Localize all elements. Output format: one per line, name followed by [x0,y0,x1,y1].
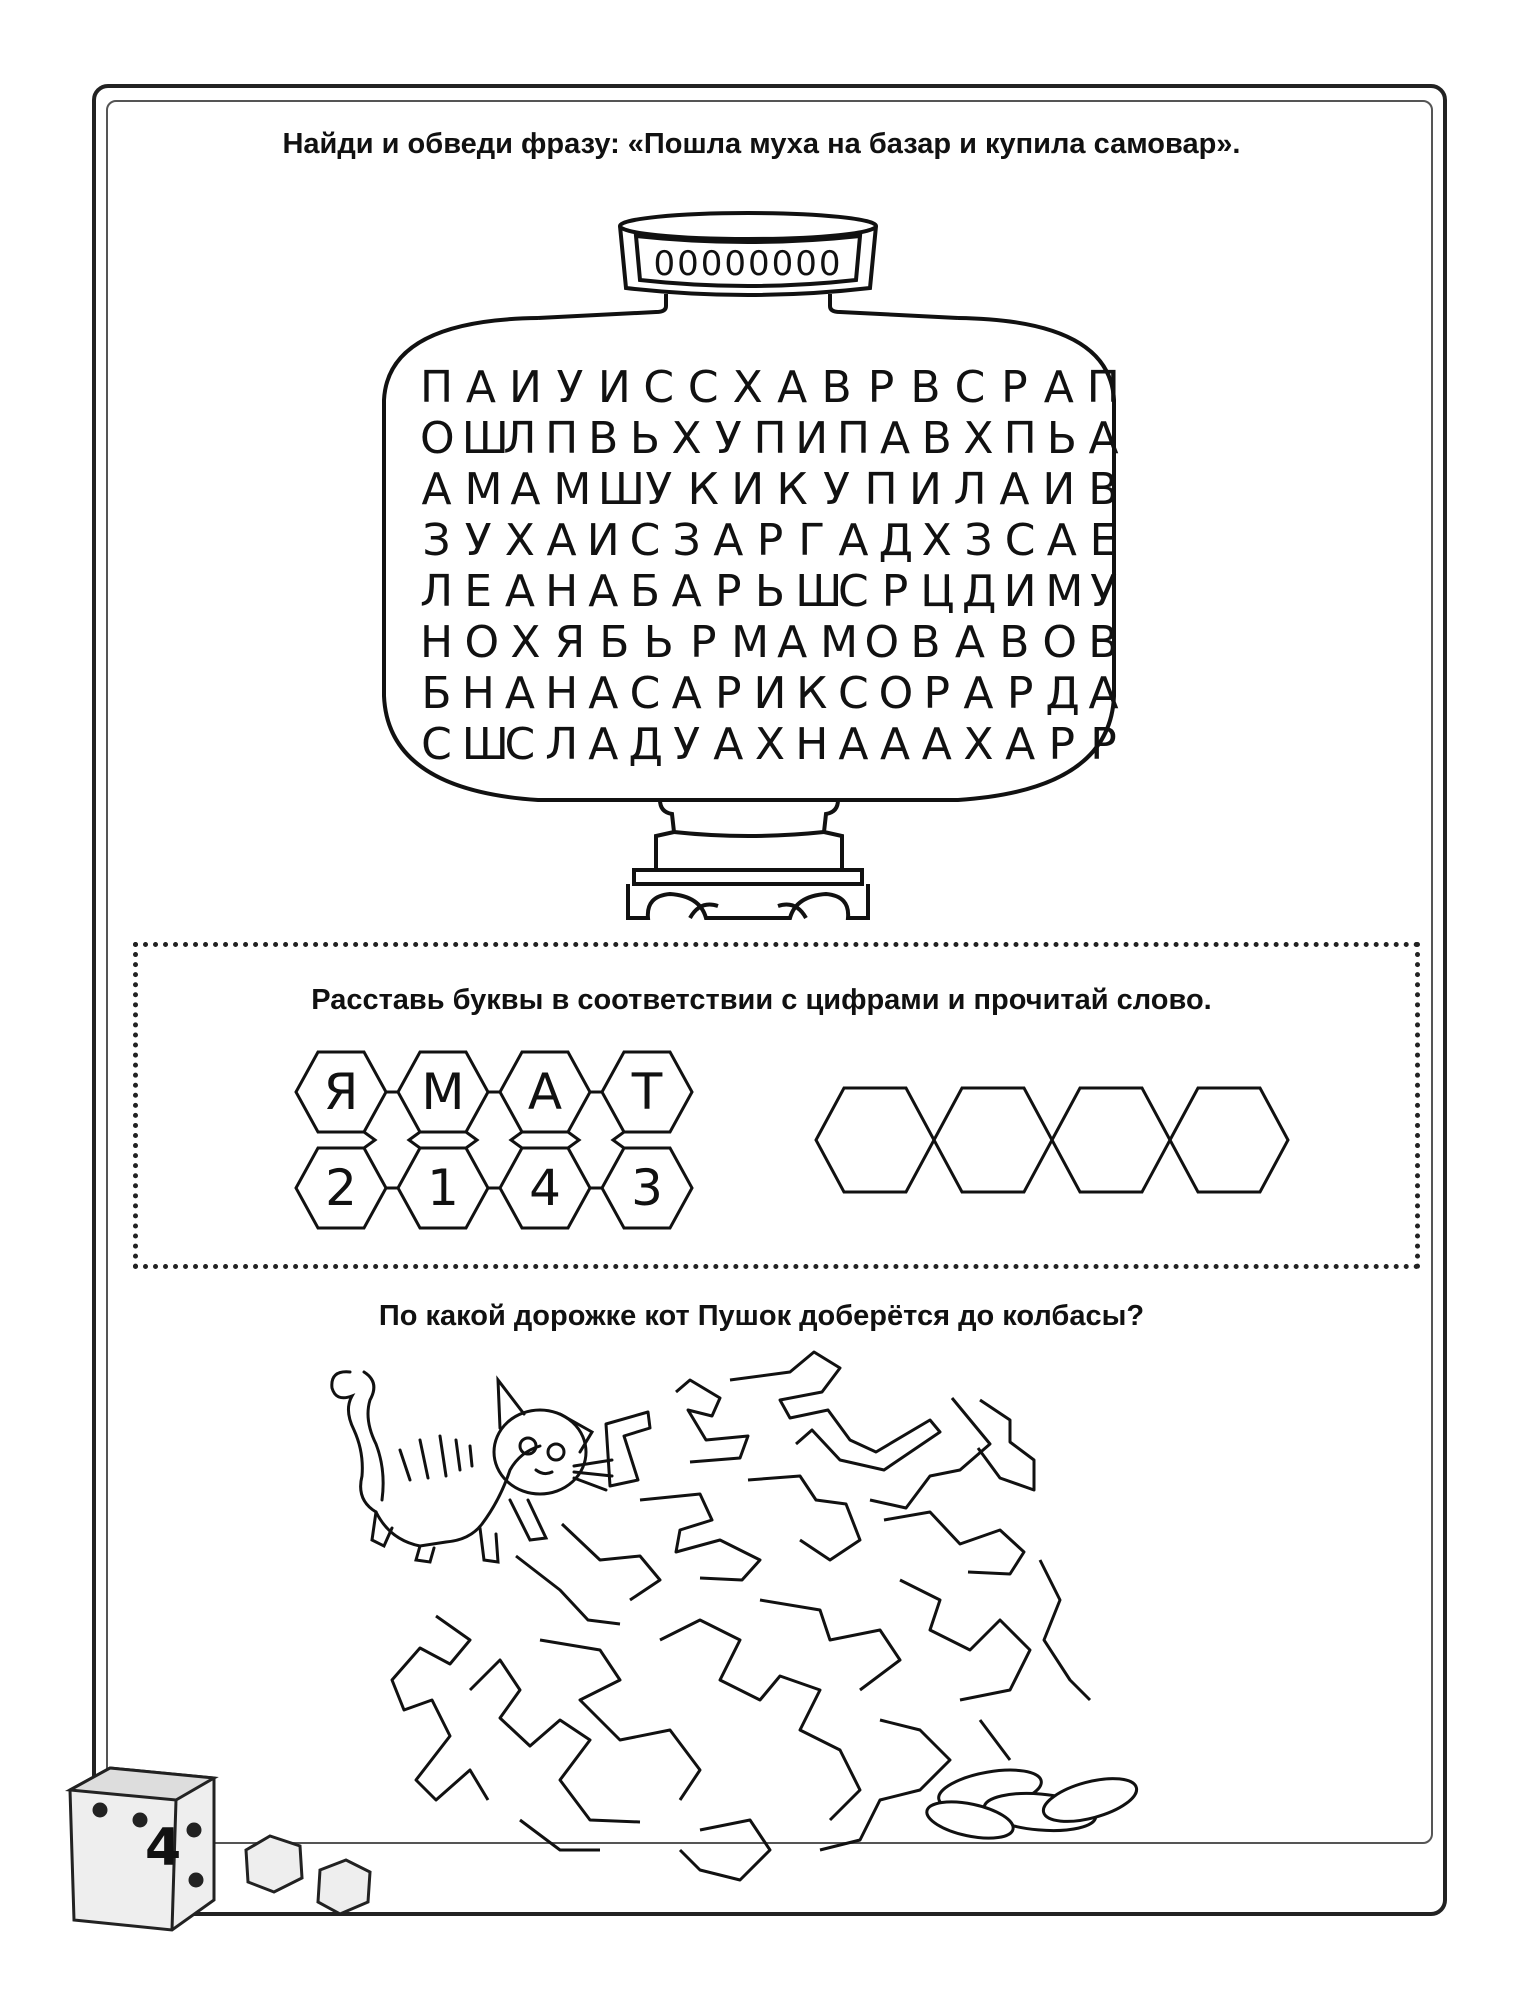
grid-letter[interactable]: А [838,514,869,566]
grid-letter[interactable]: П [836,412,870,464]
grid-letter[interactable]: М [820,616,859,668]
grid-letter[interactable]: Н [795,718,829,770]
grid-letter[interactable]: Р [715,667,742,719]
grid-letter[interactable]: Г [798,514,826,566]
grid-letter[interactable]: А [777,361,808,413]
grid-letter[interactable]: У [464,514,492,566]
grid-letter[interactable]: У [714,412,742,464]
grid-letter[interactable]: В [921,412,952,464]
grid-letter[interactable]: М [1045,565,1084,617]
grid-letter[interactable]: А [1046,514,1077,566]
grid-letter[interactable]: В [1088,463,1119,515]
grid-letter[interactable]: Р [881,565,909,617]
grid-letter[interactable]: С [838,565,869,617]
grid-letter[interactable]: Д [878,514,913,566]
grid-letter[interactable]: О [420,412,455,464]
grid-letter[interactable]: П [1003,412,1037,464]
grid-letter[interactable]: И [1042,463,1076,515]
grid-letter[interactable]: У [556,361,584,413]
grid-letter[interactable]: П [864,463,898,515]
grid-letter[interactable]: Е [1089,514,1118,566]
grid-letter[interactable]: У [1090,565,1117,617]
grid-letter[interactable]: М [731,616,770,668]
number-4: 3 [631,1159,663,1217]
grid-letter[interactable]: А [465,361,496,413]
grid-letter[interactable]: В [821,361,852,413]
grid-letter[interactable]: Х [921,514,952,566]
grid-letter[interactable]: Р [1048,718,1076,770]
grid-letter[interactable]: А [880,412,911,464]
grid-letter[interactable]: С [687,361,719,413]
grid-letter[interactable]: Ь [643,616,674,668]
grid-letter[interactable]: Р [1006,667,1034,719]
grid-letter[interactable]: И [909,463,942,515]
grid-letter[interactable]: К [796,667,828,719]
grid-letter[interactable]: Р [715,565,742,617]
grid-letter[interactable]: Ь [1046,412,1077,464]
number-1: 2 [325,1159,357,1217]
grid-letter[interactable]: В [910,616,941,668]
grid-letter[interactable]: Н [420,616,454,668]
grid-letter[interactable]: Н [461,667,495,719]
grid-letter[interactable]: Х [754,718,786,770]
grid-letter[interactable]: Д [628,718,663,770]
grid-letter[interactable]: М [553,463,592,515]
sausage-illustration [924,1763,1141,1845]
grid-letter[interactable]: С [1004,514,1036,566]
grid-letter[interactable]: А [1005,718,1036,770]
grid-letter[interactable]: Ш [461,718,509,770]
grid-letter[interactable]: Л [420,565,454,617]
grid-letter[interactable]: И [1003,565,1037,617]
task2-instruction: Расставь буквы в соответствии с цифрами и прочитай слово. [311,984,1212,1016]
grid-letter[interactable]: И [795,412,829,464]
grid-letter[interactable]: И [597,361,631,413]
dice-illustration [70,1768,370,1930]
grid-letter[interactable]: С [504,718,536,770]
grid-letter[interactable]: Ц [920,565,955,617]
grid-letter[interactable]: Ш [597,463,645,515]
grid-letter[interactable]: Ш [795,565,843,617]
grid-letter[interactable]: С [954,361,986,413]
grid-letter[interactable]: С [421,718,452,770]
grid-letter[interactable]: У [673,718,701,770]
grid-letter[interactable]: Н [545,565,579,617]
grid-letter[interactable]: В [910,361,941,413]
grid-letter[interactable]: Д [1045,667,1080,719]
grid-letter[interactable]: А [421,463,452,515]
grid-letter[interactable]: А [713,514,744,566]
grid-letter[interactable]: А [671,565,702,617]
grid-letter[interactable]: Б [599,616,630,668]
grid-letter[interactable]: Б [629,565,661,617]
grid-letter[interactable]: Б [421,667,452,719]
grid-letter[interactable]: У [645,463,673,515]
letter-2: М [421,1063,465,1121]
grid-letter[interactable]: П [420,361,454,413]
grid-letter[interactable]: К [776,463,808,515]
grid-letter[interactable]: З [672,514,701,566]
grid-letter[interactable]: Р [689,616,717,668]
grid-letter[interactable]: Р [867,361,895,413]
grid-letter[interactable]: А [504,667,535,719]
grid-letter[interactable]: Х [671,412,702,464]
grid-letter[interactable]: Е [464,565,493,617]
grid-letter[interactable]: В [588,412,619,464]
grid-letter[interactable]: С [838,667,869,719]
grid-letter[interactable]: Л [545,718,579,770]
grid-letter[interactable]: О [878,667,914,719]
grid-letter[interactable]: А [588,718,619,770]
grid-letter[interactable]: П [545,412,579,464]
grid-letter[interactable]: А [671,667,702,719]
grid-letter[interactable]: А [588,565,619,617]
grid-letter[interactable]: З [422,514,451,566]
task3-instruction: По какой дорожке кот Пушок доберётся до колбасы? [378,1300,1145,1332]
grid-letter[interactable]: В [999,616,1030,668]
grid-letter[interactable]: А [504,565,535,617]
grid-letter[interactable]: И [508,361,542,413]
number-2: 1 [427,1159,459,1217]
grid-letter[interactable]: В [1088,616,1119,668]
letter-4: Т [631,1063,663,1121]
grid-letter[interactable]: П [1086,361,1120,413]
grid-letter[interactable]: С [629,667,661,719]
grid-letter[interactable]: Д [961,565,997,617]
grid-letter[interactable]: Х [963,718,994,770]
grid-letter[interactable]: А [588,667,619,719]
grid-letter[interactable]: У [823,463,850,515]
grid-letter[interactable]: З [964,514,993,566]
grid-letter[interactable]: И [753,667,787,719]
grid-letter[interactable]: С [629,514,661,566]
grid-letter[interactable]: К [687,463,719,515]
grid-letter[interactable]: Ь [754,565,786,617]
grid-letter[interactable]: А [1088,667,1119,719]
grid-letter[interactable]: А [921,718,952,770]
number-3: 4 [529,1159,561,1217]
grid-letter[interactable]: П [753,412,787,464]
letter-3: А [527,1063,563,1121]
grid-letter[interactable]: Х [963,412,994,464]
grid-letter[interactable]: О [1042,616,1077,668]
grid-letter[interactable]: А [713,718,744,770]
grid-letter[interactable]: Х [510,616,541,668]
grid-letter[interactable]: А [963,667,994,719]
grid-letter[interactable]: Р [756,514,784,566]
grid-letter[interactable]: Л [953,463,987,515]
grid-letter[interactable]: Р [1001,361,1028,413]
grid-letter[interactable]: О [864,616,900,668]
grid-letter[interactable]: А [777,616,808,668]
grid-letter[interactable]: С [643,361,675,413]
grid-letter[interactable]: А [1088,412,1119,464]
grid-letter[interactable]: Н [545,667,579,719]
grid-letter[interactable]: Х [504,514,535,566]
page-number: 4 [145,1818,182,1878]
letter-1: Я [323,1063,359,1121]
grid-letter[interactable]: А [510,463,541,515]
grid-letter[interactable]: М [464,463,503,515]
grid-letter[interactable]: Х [732,361,763,413]
task1-instruction: Найди и обведи фразу: «Пошла муха на базар и купила самовар». [282,128,1241,160]
grid-letter[interactable]: О [464,616,500,668]
grid-letter[interactable]: Р [1090,718,1117,770]
grid-letter[interactable]: А [838,718,869,770]
grid-letter[interactable]: Ш [461,412,509,464]
grid-letter[interactable]: А [546,514,577,566]
grid-letter[interactable]: И [586,514,620,566]
lid-marks: 00000000 [653,244,843,284]
grid-letter[interactable]: Л [503,412,537,464]
grid-letter[interactable]: А [954,616,985,668]
grid-letter[interactable]: Я [554,616,586,668]
grid-letter[interactable]: А [1043,361,1074,413]
grid-letter[interactable]: Р [923,667,951,719]
grid-letter[interactable]: А [999,463,1030,515]
grid-letter[interactable]: А [880,718,911,770]
grid-letter[interactable]: И [731,463,765,515]
grid-letter[interactable]: Ь [629,412,661,464]
